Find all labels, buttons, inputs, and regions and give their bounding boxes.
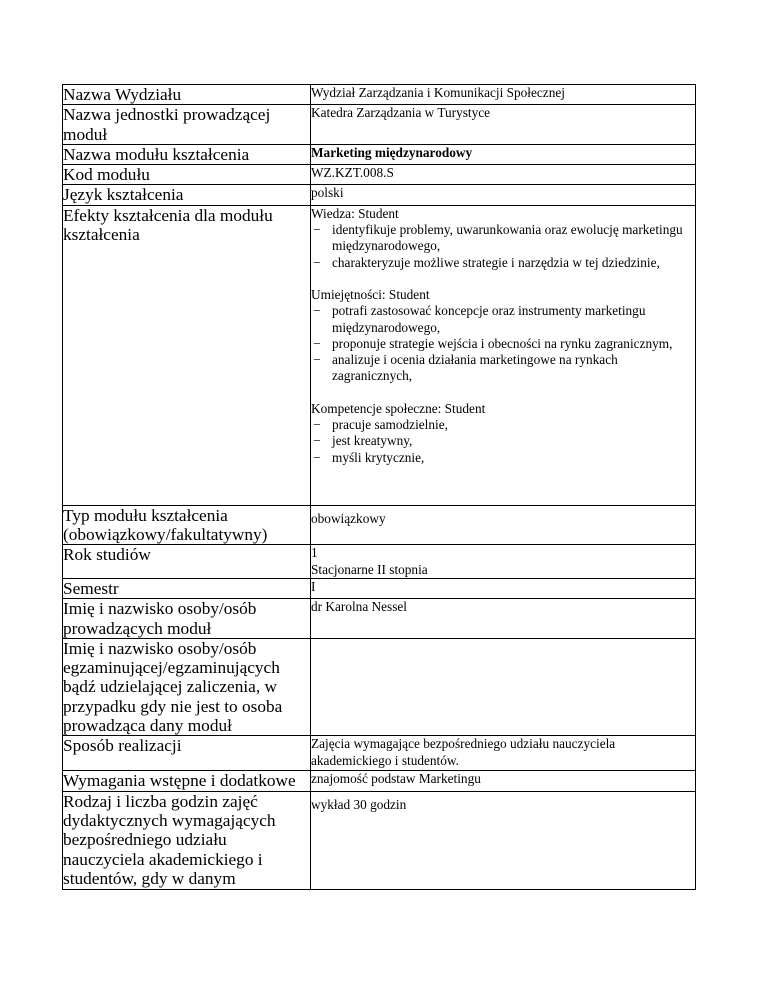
social-competences-heading: Kompetencje społeczne: Student bbox=[311, 400, 486, 416]
delivery-method-value: Zajęcia wymagające bezpośredniego udziału nauczyciela akademickiego i studentów. bbox=[311, 736, 696, 771]
table-row bbox=[63, 771, 696, 791]
dash-marker: − bbox=[313, 433, 321, 449]
table-row bbox=[63, 185, 696, 205]
list-item: − pracuje samodzielnie, bbox=[313, 417, 448, 433]
social-competences-list bbox=[311, 417, 695, 466]
table-row bbox=[63, 578, 696, 598]
knowledge-heading: Wiedza: Student bbox=[311, 205, 399, 221]
list-item: − myśli krytycznie, bbox=[313, 449, 425, 465]
list-item: − identyfikuje problemy, uwarunkowania oraz ewolucję marketingu międzynarodowego, bbox=[313, 222, 683, 254]
study-year-value: 1 Stacjonarne II stopnia bbox=[311, 545, 696, 579]
table-row bbox=[63, 144, 696, 164]
dash-marker: − bbox=[313, 352, 321, 368]
prerequisites-value: znajomość podstaw Marketingu bbox=[311, 771, 696, 791]
study-year-label: Rok studiów bbox=[63, 545, 311, 579]
list-item: − charakteryzuje możliwe strategie i narzędzia w tej dziedzinie, bbox=[313, 254, 660, 270]
module-type-value: obowiązkowy bbox=[311, 505, 696, 545]
list-item: − analizuje i ocenia działania marketingowe na rynkach zagranicznych, bbox=[313, 352, 618, 384]
examiner-label: Imię i nazwisko osoby/osób egzaminującej/egzaminujących bądź udzielającej zaliczenia, w przypadku gdy nie jest to osoba prowadząca dany moduł bbox=[63, 638, 311, 735]
table-row bbox=[63, 205, 696, 505]
skills-list bbox=[311, 303, 695, 384]
faculty-name-label: Nazwa Wydziału bbox=[63, 85, 311, 105]
unit-name-value: Katedra Zarządzania w Turystyce bbox=[311, 105, 696, 145]
faculty-name-value: Wydział Zarządzania i Komunikacji Społecznej bbox=[311, 85, 696, 105]
module-description-table bbox=[62, 84, 696, 890]
language-value: polski bbox=[311, 185, 696, 205]
table-row bbox=[63, 599, 696, 639]
learning-outcomes-value bbox=[311, 205, 696, 505]
class-hours-value: wykład 30 godzin bbox=[311, 791, 696, 889]
module-code-value: WZ.KZT.008.S bbox=[311, 165, 696, 185]
table-row bbox=[63, 638, 696, 735]
prerequisites-label: Wymagania wstępne i dodatkowe bbox=[63, 771, 311, 791]
module-name-value: Marketing międzynarodowy bbox=[311, 144, 696, 164]
knowledge-list bbox=[311, 222, 695, 271]
delivery-method-label: Sposób realizacji bbox=[63, 736, 311, 771]
module-code-label: Kod modułu bbox=[63, 165, 311, 185]
dash-marker: − bbox=[313, 303, 321, 319]
lecturer-value: dr Karolna Nessel bbox=[311, 599, 696, 639]
dash-marker: − bbox=[313, 417, 321, 433]
dash-marker: − bbox=[313, 222, 321, 238]
table-row bbox=[63, 105, 696, 145]
semester-label: Semestr bbox=[63, 578, 311, 598]
table-row bbox=[63, 505, 696, 545]
list-item: − potrafi zastosować koncepcje oraz instrumenty marketingu międzynarodowego, bbox=[313, 303, 646, 335]
class-hours-label: Rodzaj i liczba godzin zajęć dydaktycznych wymagających bezpośredniego udziału nauczyciela akademickiego i studentów, gdy w danym bbox=[63, 791, 311, 889]
table-row bbox=[63, 165, 696, 185]
dash-marker: − bbox=[313, 335, 321, 351]
study-mode-value: Stacjonarne II stopnia bbox=[311, 561, 428, 577]
module-name-label: Nazwa modułu kształcenia bbox=[63, 144, 311, 164]
skills-heading: Umiejętności: Student bbox=[311, 286, 430, 302]
table-row bbox=[63, 736, 696, 771]
lecturer-label: Imię i nazwisko osoby/osób prowadzących moduł bbox=[63, 599, 311, 639]
list-item: − jest kreatywny, bbox=[313, 433, 413, 449]
dash-marker: − bbox=[313, 254, 321, 270]
unit-name-label: Nazwa jednostki prowadzącej moduł bbox=[63, 105, 311, 145]
dash-marker: − bbox=[313, 449, 321, 465]
language-label: Język kształcenia bbox=[63, 185, 311, 205]
learning-outcomes-label: Efekty kształcenia dla modułu kształcenia bbox=[63, 205, 311, 505]
table-row bbox=[63, 85, 696, 105]
examiner-value bbox=[311, 638, 696, 735]
list-item: − proponuje strategie wejścia i obecności na rynku zagranicznym, bbox=[313, 335, 673, 351]
table-row bbox=[63, 791, 696, 889]
table-row bbox=[63, 545, 696, 579]
module-type-label: Typ modułu kształcenia (obowiązkowy/fakultatywny) bbox=[63, 505, 311, 545]
semester-value: I bbox=[311, 578, 696, 598]
